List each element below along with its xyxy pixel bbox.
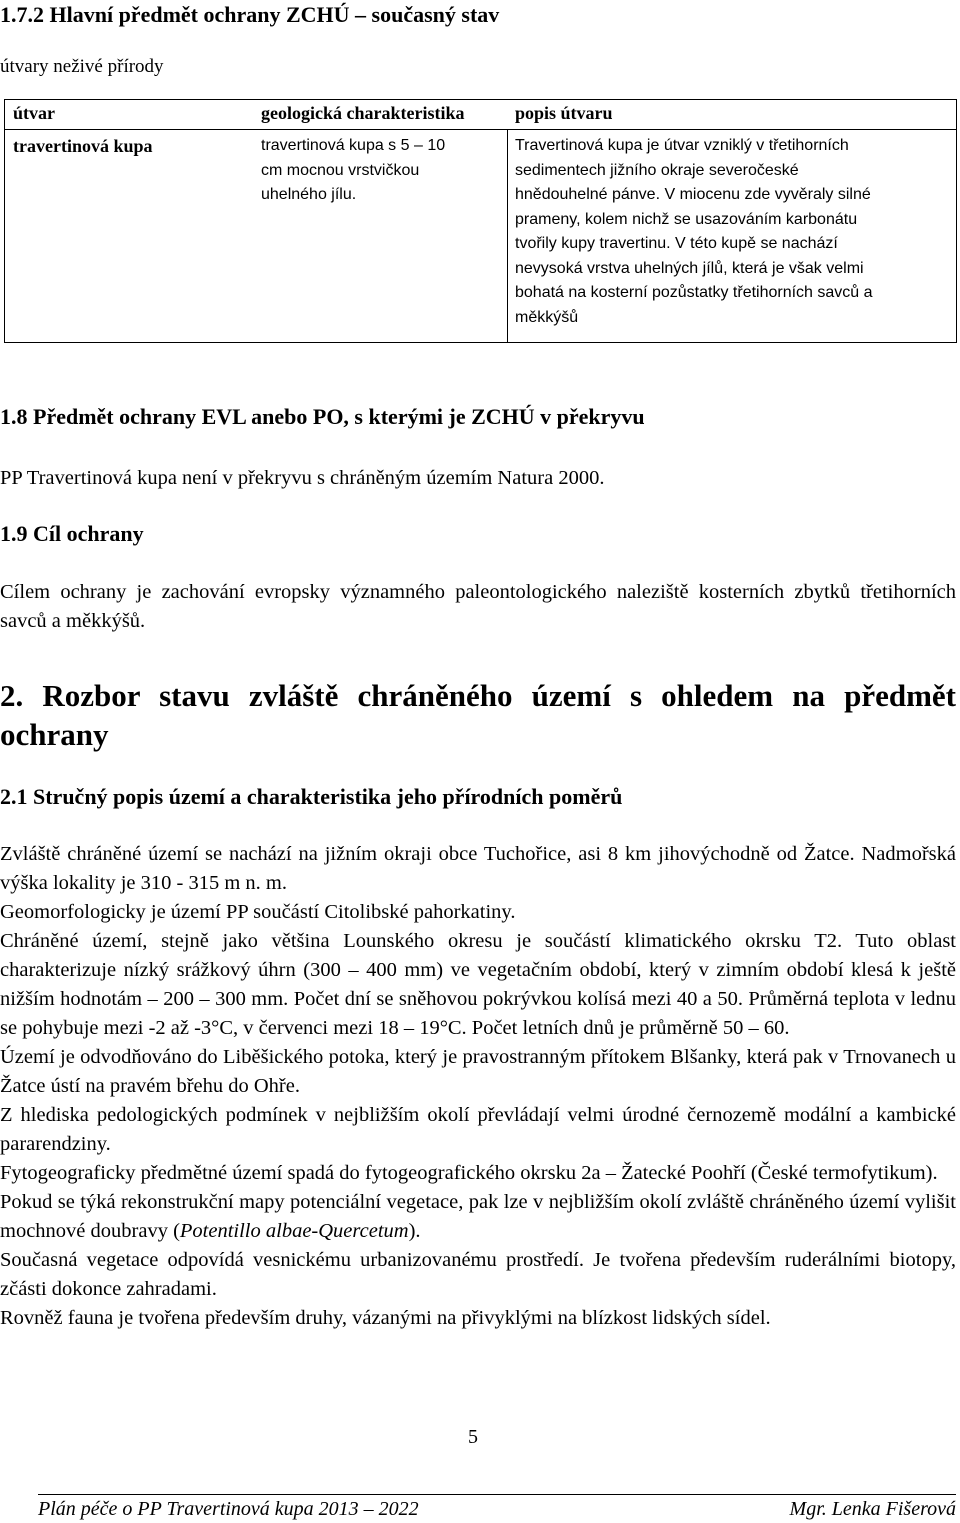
geology-table	[4, 99, 957, 343]
table-header-divider	[5, 129, 956, 130]
popis-line: tvořily kupy travertinu. V této kupě se nachází	[515, 235, 838, 252]
section-1-8-text: PP Travertinová kupa není v překryvu s chráněným územím Natura 2000.	[0, 467, 605, 489]
footer-divider	[38, 1494, 956, 1495]
geologie-line: uhelného jílu.	[261, 186, 357, 203]
section-heading-1-8: 1.8 Předmět ochrany EVL anebo PO, s kterými je ZCHÚ v překryvu	[0, 404, 645, 429]
footer-document-title: Plán péče o PP Travertinová kupa 2013 – 2022	[38, 1498, 419, 1520]
vegetation-latin-name: Potentillo albae-Quercetum	[179, 1220, 409, 1242]
table-cell-utvar: travertinová kupa	[13, 136, 153, 156]
section-heading-1-9: 1.9 Cíl ochrany	[0, 521, 144, 546]
table-cell-geologie	[261, 134, 501, 208]
table-header-geologie: geologická charakteristika	[261, 103, 465, 123]
popis-line: měkkýšů	[515, 308, 579, 326]
section-2-1-body	[0, 840, 956, 1333]
table-cell-popis	[515, 134, 951, 330]
chapter-2-heading: 2. Rozbor stavu zvláště chráněného území s ohledem na předmět ochrany	[0, 678, 956, 752]
geologie-line: cm mocnou vrstvičkou	[261, 161, 420, 179]
section-heading-1-7-2: 1.7.2 Hlavní předmět ochrany ZCHÚ – současný stav	[0, 2, 500, 27]
paragraph-vegetation	[0, 1188, 956, 1246]
paragraph: Chráněné území, stejně jako většina Lounského okresu je součástí klimatického okrsku T2. Tuto oblast charakterizuje nízký srážkový úhrn (300 – 400 mm) ve vegetačním období, který v zimním období klesá k ještě nižším hodnotám – 200 – 300 mm. Počet dní se sněhovou pokrývkou kolísá mezi 40 a 50. Průměrná teplota v lednu se pohybuje mezi -2 až -3°C, v červenci mezi 18 – 19°C. Počet letních dnů je průměrně 50 – 60.	[0, 930, 956, 1039]
popis-line: prameny, kolem nichž se usazováním karbonátu	[515, 210, 858, 228]
table-column-divider	[507, 129, 508, 342]
paragraph: Současná vegetace odpovídá vesnickému urbanizovanému prostředí. Je tvořena především ruderálními biotopy, zčásti dokonce zahradami.	[0, 1249, 956, 1300]
table-header-popis: popis útvaru	[515, 103, 613, 123]
paragraph: Fytogeograficky předmětné území spadá do fytogeografického okrsku 2a – Žatecké Poohří (České termofytikum).	[0, 1162, 938, 1184]
vegetation-text-end: ).	[408, 1220, 421, 1242]
geologie-line: travertinová kupa s 5 – 10	[261, 137, 446, 154]
paragraph: Geomorfologicky je území PP součástí Citolibské pahorkatiny.	[0, 901, 516, 923]
section-subheading: útvary neživé přírody	[0, 56, 164, 77]
popis-line: Travertinová kupa je útvar vzniklý v třetihorních	[515, 137, 849, 154]
paragraph: Zvláště chráněné území se nachází na jižním okraji obce Tuchořice, asi 8 km jihovýchodně od Žatce. Nadmořská výška lokality je 310 - 315 m n. m.	[0, 843, 956, 894]
vegetation-text: Pokud se týká rekonstrukční mapy potenciální vegetace, pak lze v nejbližším okolí zvláště chráněného území vylišit mochnové doubravy (	[0, 1191, 956, 1242]
footer-author: Mgr. Lenka Fišerová	[789, 1498, 956, 1520]
popis-line: bohatá na kosterní pozůstatky třetihorních savců a	[515, 284, 873, 301]
section-1-9-text: Cílem ochrany je zachování evropsky významného paleontologického naleziště kosterních zbytků třetihorních savců a měkkýšů.	[0, 581, 956, 632]
table-header-utvar: útvar	[13, 103, 55, 123]
page-number: 5	[468, 1426, 478, 1448]
popis-line: nevysoká vrstva uhelných jílů, která je však velmi	[515, 259, 864, 277]
paragraph: Území je odvodňováno do Liběšického potoka, který je pravostranným přítokem Blšanky, která pak v Trnovanech u Žatce ústí na pravém břehu do Ohře.	[0, 1046, 956, 1097]
paragraph: Z hlediska pedologických podmínek v nejbližším okolí převládají velmi úrodné černozemě modální a kambické pararendziny.	[0, 1104, 956, 1155]
paragraph: Rovněž fauna je tvořena především druhy, vázanými na přivyklými na blízkost lidských sídel.	[0, 1307, 771, 1329]
popis-line: hnědouhelné pánve. V miocenu zde vyvěraly silné	[515, 186, 871, 203]
popis-line: sedimentech jižního okraje severočeské	[515, 161, 799, 179]
section-heading-2-1: 2.1 Stručný popis území a charakteristika jeho přírodních poměrů	[0, 784, 623, 809]
